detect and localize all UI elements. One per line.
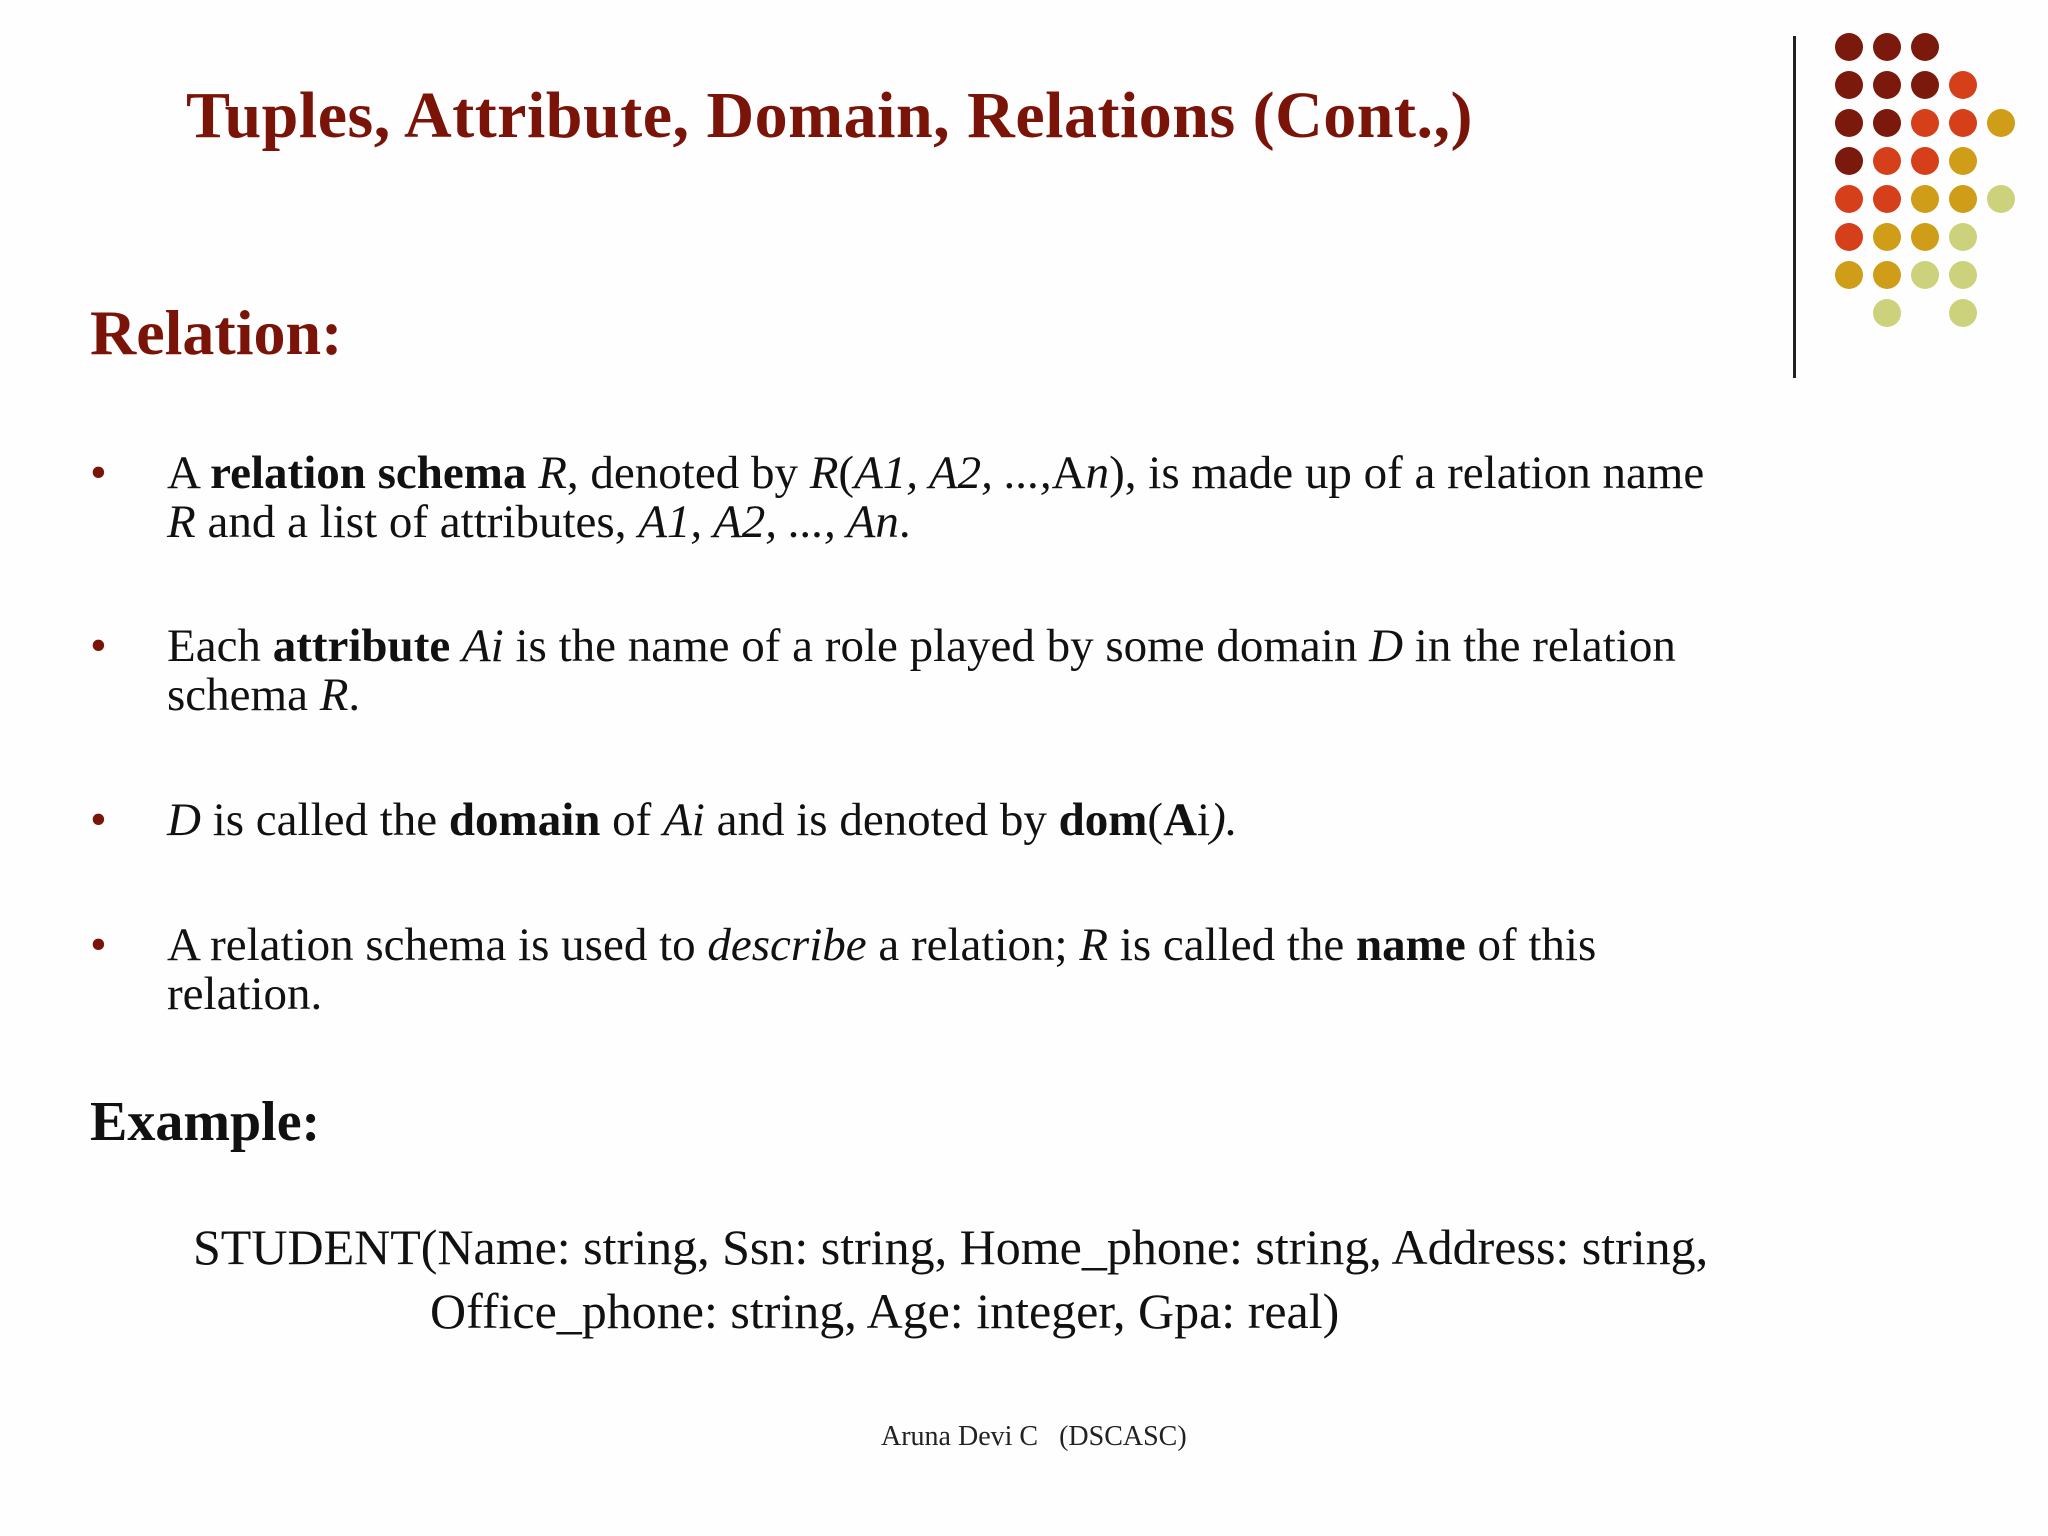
decorative-dot <box>1987 185 2015 213</box>
slide-title: Tuples, Attribute, Domain, Relations (Cont.,) <box>186 79 1473 152</box>
bullet-line <box>167 921 2048 970</box>
decorative-dot <box>1835 185 1863 213</box>
decorative-dot <box>1873 109 1901 137</box>
bullet-line <box>167 671 2048 720</box>
bullet-line <box>167 622 2048 671</box>
bullet-marker: • <box>90 619 107 672</box>
text-run: in the relation <box>1403 620 1676 672</box>
text-run: a relation; <box>866 919 1080 971</box>
text-run: A1, A2, ..., <box>854 447 1052 499</box>
text-run: Ai <box>663 794 705 846</box>
bullet-marker: • <box>90 918 107 971</box>
text-run: A <box>1163 794 1198 846</box>
text-run: ), is made up of a relation name <box>1109 447 1705 499</box>
decorative-dot <box>1911 109 1939 137</box>
text-run: and is denoted by <box>704 794 1059 846</box>
text-run: R <box>809 447 839 499</box>
section-heading-example: Example: <box>90 1091 321 1153</box>
slide-footer-author: Aruna Devi C (DSCASC) <box>881 1421 1187 1452</box>
text-run: domain <box>448 794 601 846</box>
decorative-dot <box>1873 223 1901 251</box>
text-run: of <box>600 794 664 846</box>
decorative-dot <box>1835 33 1863 61</box>
text-run: R <box>538 447 567 499</box>
text-run: R <box>1079 919 1109 971</box>
text-run: of this <box>1465 919 1597 971</box>
text-run: R <box>167 496 196 548</box>
decorative-dot <box>1911 223 1939 251</box>
text-run: , denoted by <box>566 447 810 499</box>
decorative-dot <box>1835 261 1863 289</box>
text-run: is called the <box>1108 919 1357 971</box>
text-run <box>450 620 462 672</box>
text-run: attribute <box>272 620 451 672</box>
decorative-dot <box>1987 109 2015 137</box>
text-run: and a list of attributes, <box>195 496 639 548</box>
decorative-dot <box>1911 71 1939 99</box>
bullet-text <box>167 796 2048 845</box>
bullet-marker: • <box>90 793 107 846</box>
text-run: relation schema <box>210 447 527 499</box>
decorative-dot <box>1911 261 1939 289</box>
decorative-dot <box>1949 109 1977 137</box>
decorative-dot <box>1949 71 1977 99</box>
bullet-line <box>167 449 2048 498</box>
section-heading-relation: Relation: <box>90 297 343 368</box>
decorative-dot <box>1873 71 1901 99</box>
decorative-dot <box>1911 147 1939 175</box>
decorative-dot <box>1873 185 1901 213</box>
decorative-dot <box>1873 299 1901 327</box>
text-run: A1, A2, ..., An <box>638 496 899 548</box>
text-run: . <box>348 669 361 721</box>
decorative-dot <box>1949 261 1977 289</box>
text-run: i <box>1197 794 1211 846</box>
decorative-dot <box>1949 299 1977 327</box>
decorative-dot <box>1949 147 1977 175</box>
text-run: . <box>898 496 911 548</box>
text-run: D <box>167 794 201 846</box>
decorative-dot <box>1911 33 1939 61</box>
bullet-marker: • <box>90 446 107 499</box>
example-schema-line-2: Office_phone: string, Age: integer, Gpa: real) <box>430 1283 1340 1339</box>
text-run: A <box>167 447 211 499</box>
example-schema-line-1: STUDENT(Name: string, Ssn: string, Home_phone: string, Address: string, <box>193 1219 1709 1275</box>
text-run: Ai <box>461 620 504 672</box>
text-run: R <box>319 669 349 721</box>
text-run: describe <box>707 919 867 971</box>
text-run: dom <box>1058 794 1148 846</box>
text-run: n <box>1085 447 1110 499</box>
text-run: is called the <box>200 794 449 846</box>
text-run: Each <box>167 620 273 672</box>
decorative-dot <box>1873 33 1901 61</box>
bullet-line <box>167 498 2048 547</box>
text-run: ( <box>838 447 855 499</box>
text-run: A relation schema is used to <box>167 919 708 971</box>
bullet-line <box>167 970 2048 1019</box>
text-run: ). <box>1210 794 1238 846</box>
decorative-dot <box>1835 109 1863 137</box>
text-run: ( <box>1147 794 1164 846</box>
text-run: schema <box>167 669 320 721</box>
text-run <box>526 447 538 499</box>
text-run: relation. <box>167 968 323 1020</box>
decorative-vertical-line <box>1793 36 1796 378</box>
text-run: D <box>1369 620 1404 672</box>
text-run: is the name of a role played by some domain <box>503 620 1370 672</box>
decorative-dot <box>1873 261 1901 289</box>
decorative-dot <box>1835 147 1863 175</box>
decorative-dot <box>1949 223 1977 251</box>
bullet-text <box>167 921 2048 1019</box>
decorative-dot <box>1911 185 1939 213</box>
decorative-dot <box>1949 185 1977 213</box>
decorative-dot <box>1835 71 1863 99</box>
bullet-line <box>167 796 2048 845</box>
bullet-text <box>167 622 2048 720</box>
text-run: A <box>1051 447 1086 499</box>
decorative-dot <box>1873 147 1901 175</box>
bullet-text <box>167 449 2048 547</box>
text-run: name <box>1356 919 1466 971</box>
decorative-dot <box>1835 223 1863 251</box>
